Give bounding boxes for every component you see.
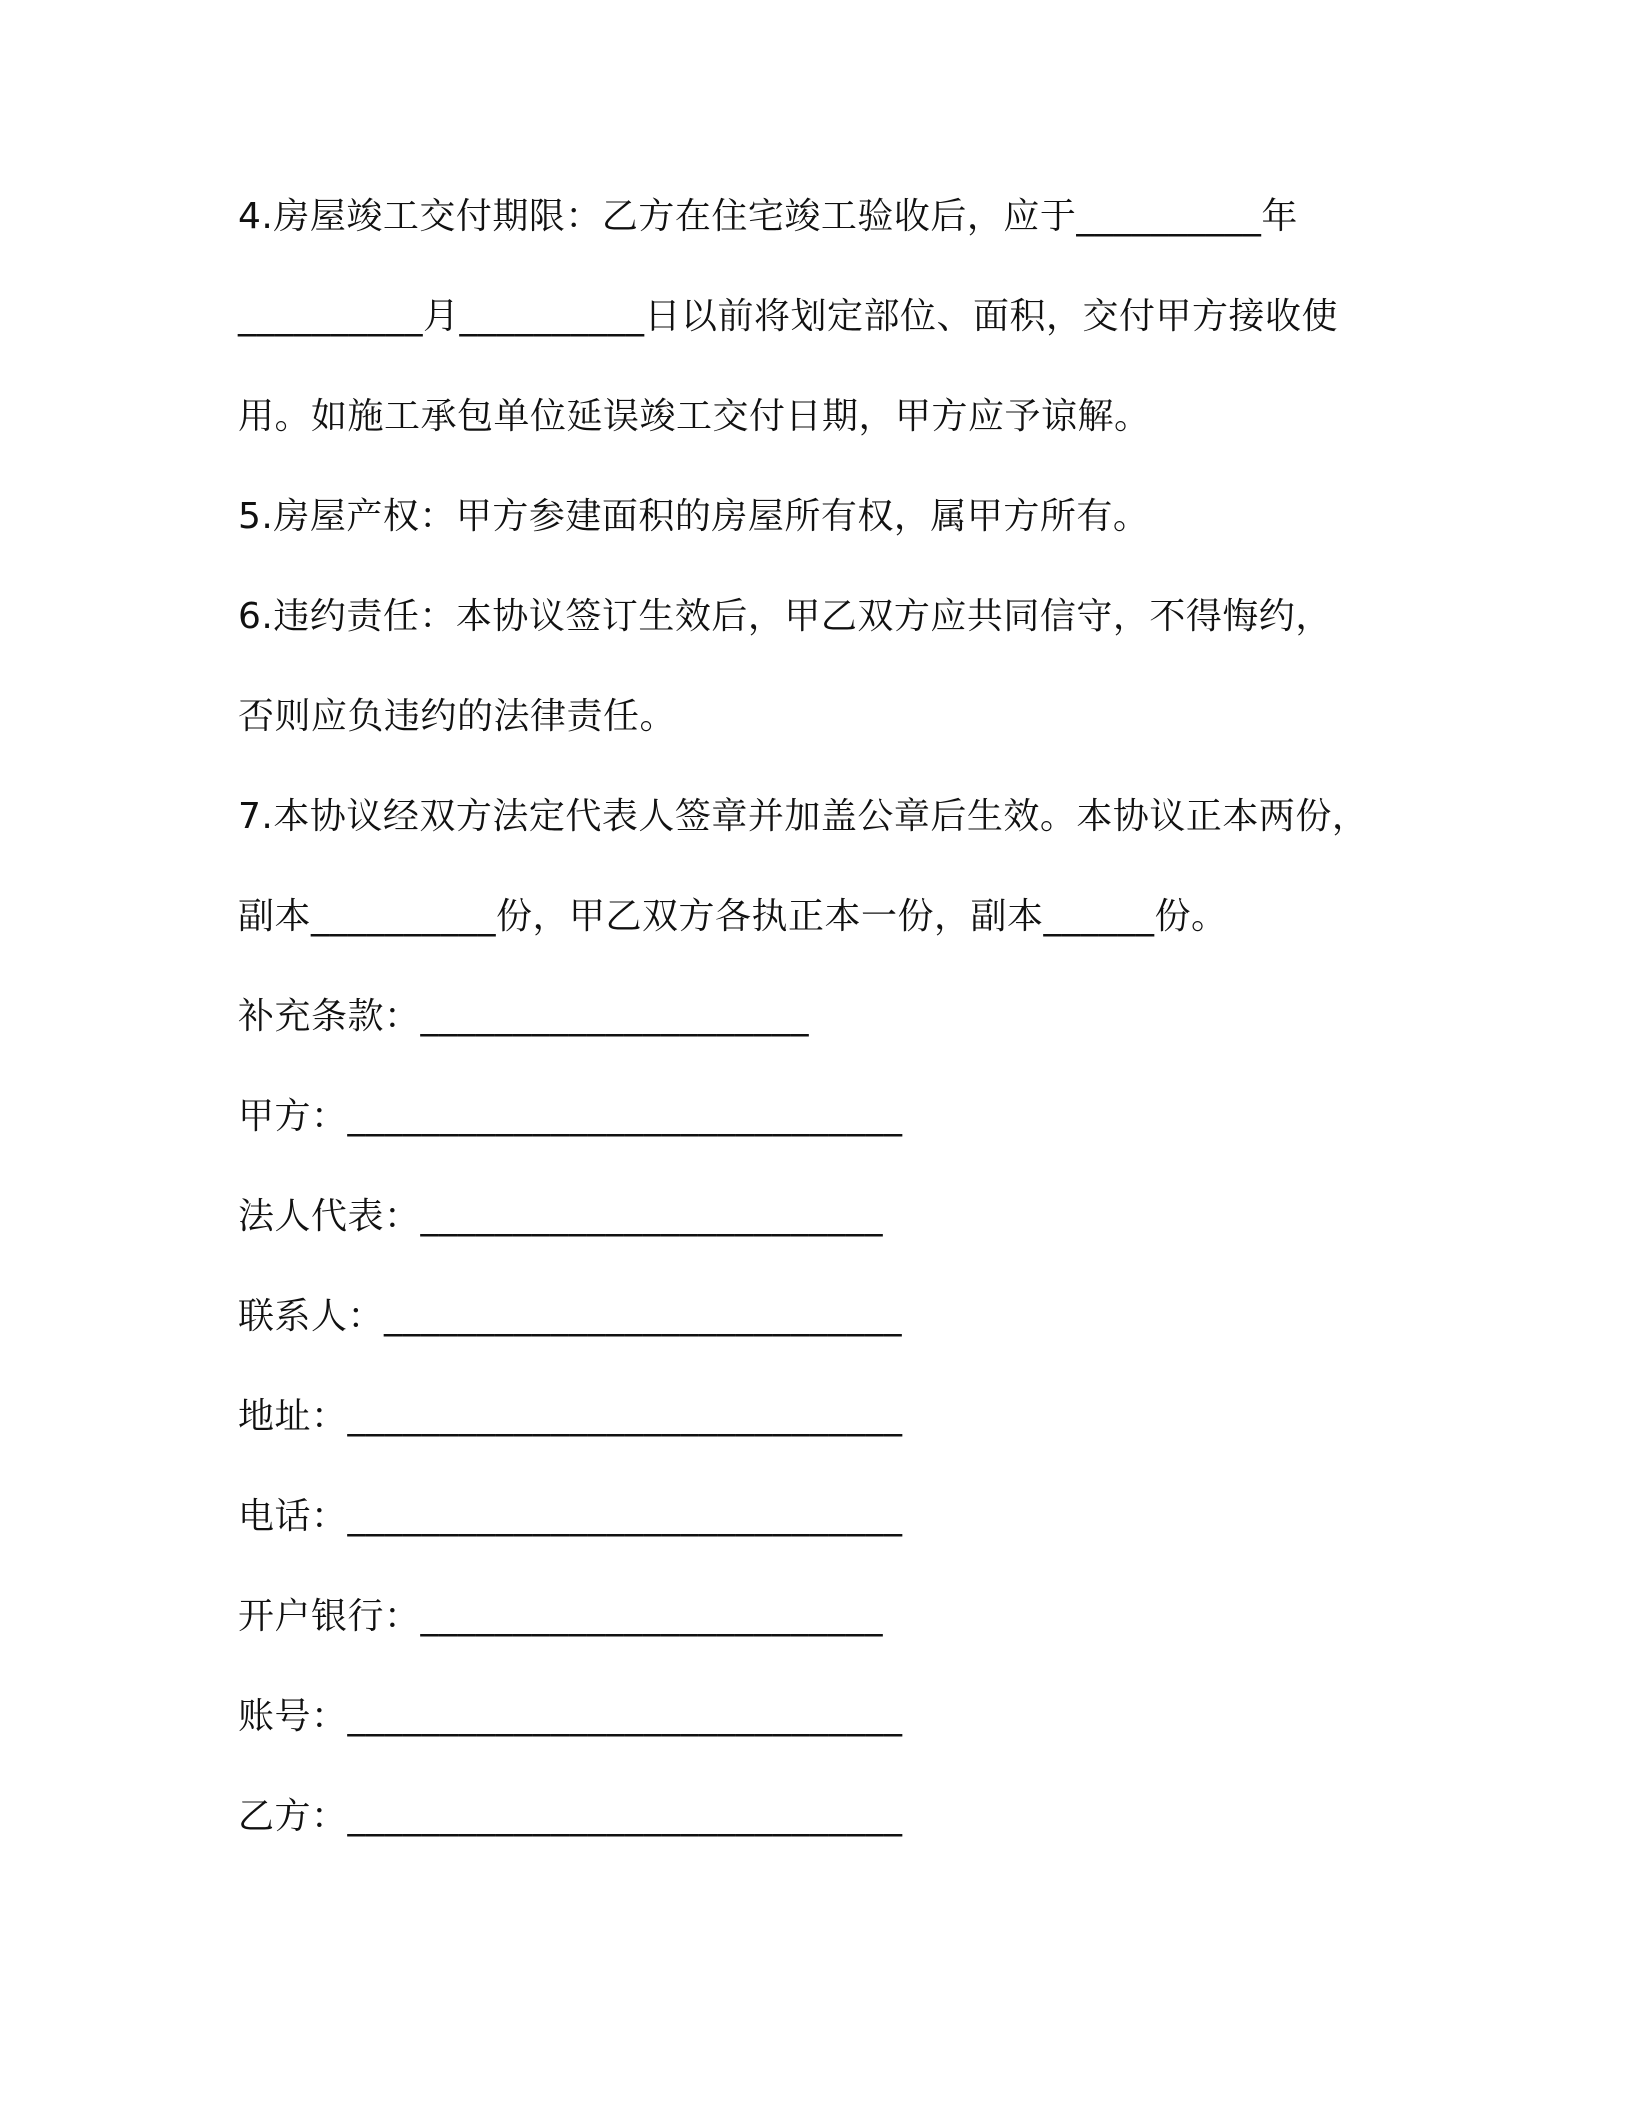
clause-7-line-1: 7.本协议经双方法定代表人签章并加盖公章后生效。本协议正本两份，: [238, 796, 1369, 837]
clause-6-line-2: 否则应负违约的法律责任。: [238, 696, 677, 737]
phone-field: 电话：______________________________: [238, 1496, 903, 1537]
contact-person-field: 联系人：____________________________: [238, 1296, 903, 1337]
clause-7-line-2: 副本__________份，甲乙双方各执正本一份，副本______份。: [238, 896, 1228, 937]
address-field: 地址：______________________________: [238, 1396, 903, 1437]
clause-4-line-1: 4.房屋竣工交付期限：乙方在住宅竣工验收后，应于__________年: [238, 196, 1298, 237]
bank-field: 开户银行：_________________________: [238, 1596, 884, 1637]
clause-4-line-2: __________月__________日以前将划定部位、面积，交付甲方接收使: [238, 296, 1339, 337]
clause-6-line-1: 6.违约责任：本协议签订生效后，甲乙双方应共同信守，不得悔约，: [238, 596, 1332, 637]
legal-representative-field: 法人代表：_________________________: [238, 1196, 884, 1237]
party-b-field: 乙方：______________________________: [238, 1796, 903, 1837]
clause-5: 5.房屋产权：甲方参建面积的房屋所有权，属甲方所有。: [238, 496, 1150, 537]
supplementary-terms-field: 补充条款：_____________________: [238, 996, 810, 1037]
account-number-field: 账号：______________________________: [238, 1696, 903, 1737]
clause-4-line-3: 用。如施工承包单位延误竣工交付日期，甲方应予谅解。: [238, 396, 1151, 437]
party-a-field: 甲方：______________________________: [238, 1096, 903, 1137]
